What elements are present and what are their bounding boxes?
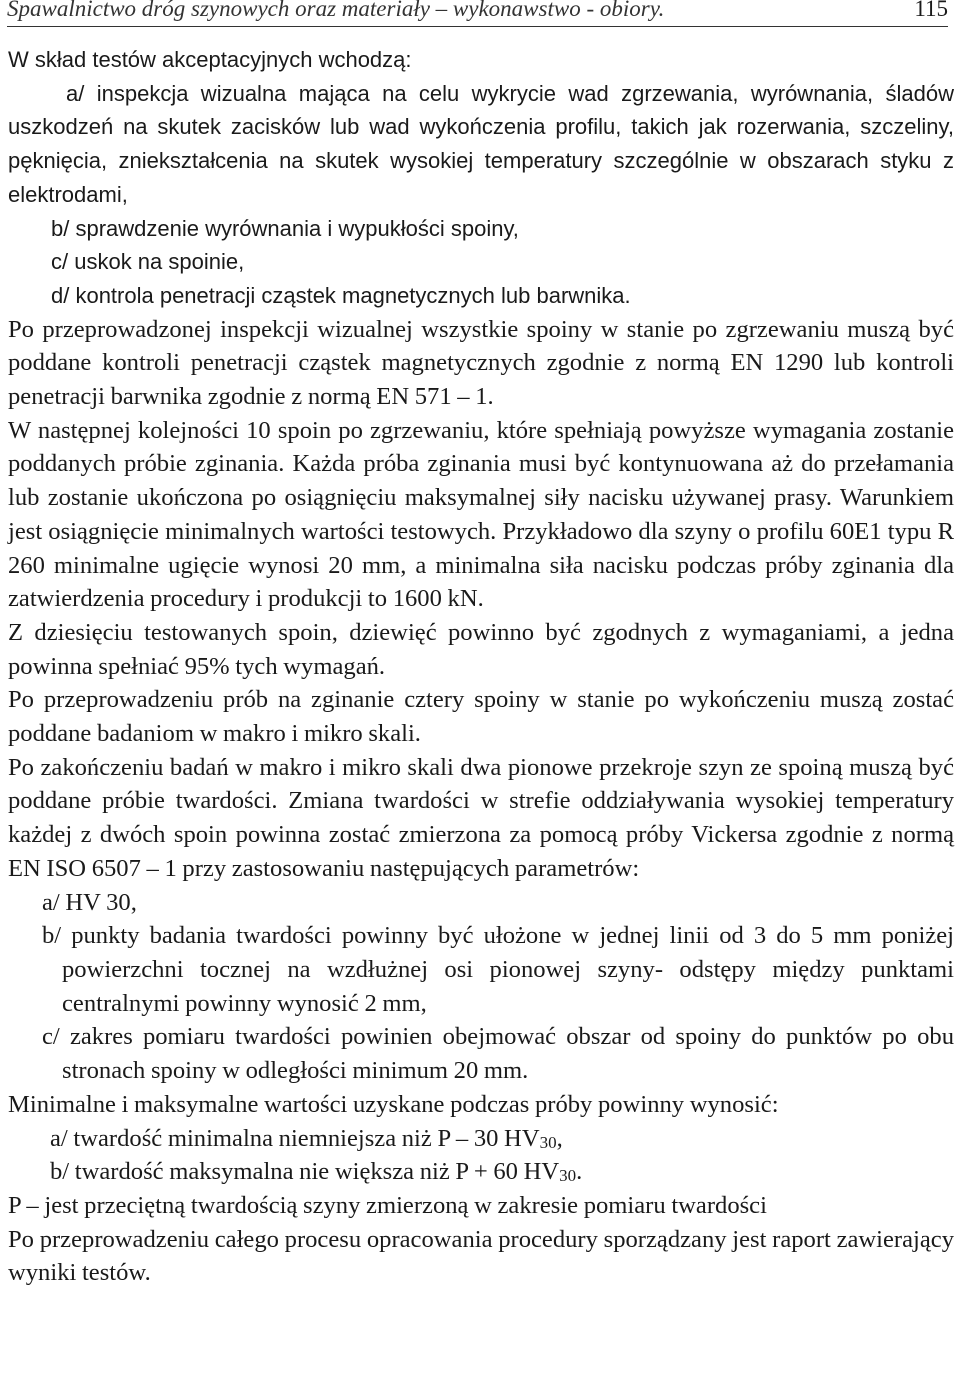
definition-p: P – jest przeciętną twardością szyny zmierzoną w zakresie pomiaru twardości: [8, 1191, 767, 1219]
hardness-max-sub: 30: [559, 1166, 577, 1186]
page-number: 115: [914, 0, 948, 21]
section-intro: W skład testów akceptacyjnych wchodzą:: [8, 47, 412, 72]
inspection-item-b: b/ sprawdzenie wyrównania i wypukłości spoiny,: [51, 215, 519, 241]
vickers-param-a: a/ HV 30,: [42, 888, 137, 916]
inspection-item-c: c/ uskok na spoinie,: [51, 249, 245, 275]
hardness-min-sub: 30: [539, 1132, 557, 1152]
paragraph-macro-micro: Po przeprowadzeniu prób na zginanie cztery spoiny w stanie po wykończeniu muszą zostać poddane badaniom w makro i mikro skali.: [8, 686, 954, 748]
page-body: [8, 43, 954, 1290]
paragraph-bending: W następnej kolejności 10 spoin po zgrzewaniu, które spełniają powyższe wymagania zostanie poddanych próbie zginania. Każda próba zginania musi być kontynuowana aż do przełamania lub zostanie ukończona po osiągnięciu maksymalnej siły nacisku używanej prasy. Warunkiem jest osiągnięcie minimalnych wartości testowych. Przykładowo dla szyny o profilu 60E1 typu R 260 minimalne ugięcie wynosi 20 mm, a minimalna siła nacisku podczas próby zginania dla zatwierdzenia procedury i produkcji to 1600 kN.: [8, 416, 954, 613]
hardness-min-text: a/ twardość minimalna niemniejsza niż P – 30 HV: [50, 1124, 540, 1152]
vickers-param-c: c/ zakres pomiaru twardości powinien obejmować obszar od spoiny do punktów po obu stronach spoiny w odległości minimum 20 mm.: [42, 1023, 954, 1085]
vickers-param-b: b/ punkty badania twardości powinny być ułożone w jednej linii od 3 do 5 mm poniżej powierzchni tocznej na wzdłużnej osi pionowej szyny- odstępy między punktami centralnymi powinny wynosić 2 mm,: [42, 922, 954, 1017]
hardness-min-end: ,: [556, 1124, 563, 1152]
hardness-intro: Minimalne i maksymalne wartości uzyskane podczas próby powinny wynosić:: [8, 1090, 779, 1118]
hardness-min: [50, 1122, 954, 1156]
hardness-max-end: .: [576, 1158, 583, 1186]
inspection-item-d: d/ kontrola penetracji cząstek magnetycznych lub barwnika.: [51, 282, 631, 308]
paragraph-hardness: Po zakończeniu badań w makro i mikro skali dwa pionowe przekroje szyn ze spoiną muszą być poddane próbie twardości. Zmiana twardości w strefie oddziaływania wysokiej temperatury każdej z dwóch spoin powinna zostać zmierzona za pomocą próby Vickersa zgodnie z normą EN ISO 6507 – 1 przy zastosowaniu następujących parametrów:: [8, 753, 954, 882]
paragraph-compliance: Z dziesięciu testowanych spoin, dziewięć powinno być zgodnych z wymaganiami, a jedna powinna spełniać 95% tych wymagań.: [8, 618, 954, 680]
inspection-item-a: a/ inspekcja wizualna mająca na celu wykrycie wad zgrzewania, wyrównania, śladów uszkodzeń na skutek zacisków lub wad wykończenia profilu, takich jak rozerwania, szczeliny, pęknięcia, zniekształcenia na skutek wysokiej temperatury szczególnie w obszarach styku z elektrodami,: [8, 80, 954, 207]
closing-paragraph: Po przeprowadzeniu całego procesu opracowania procedury sporządzany jest raport zawierający wyniki testów.: [8, 1225, 954, 1287]
header-title: Spawalnictwo dróg szynowych oraz materiały – wykonawstwo - obiory.: [7, 0, 665, 21]
paragraph-penetration: Po przeprowadzonej inspekcji wizualnej wszystkie spoiny w stanie po zgrzewaniu muszą być poddane kontroli penetracji cząstek magnetycznych zgodnie z normą EN 1290 lub kontroli penetracji barwnika zgodnie z normą EN 571 – 1.: [8, 315, 954, 411]
hardness-max: [50, 1155, 954, 1189]
hardness-max-text: b/ twardość maksymalna nie większa niż P + 60 HV: [50, 1158, 560, 1186]
running-header: [7, 0, 948, 27]
